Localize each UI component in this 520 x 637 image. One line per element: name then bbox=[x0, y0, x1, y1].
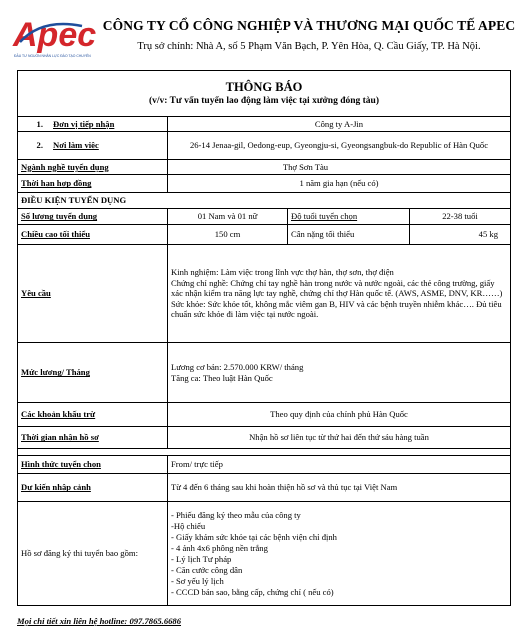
document-item: -Hộ chiếu bbox=[171, 520, 206, 531]
method-label: Hình thức tuyển chọn bbox=[18, 456, 168, 474]
row-quantity bbox=[18, 209, 511, 225]
receiver-num: 1. bbox=[36, 118, 43, 129]
requirement-health: Sức khỏe: Sức khỏe tốt, không mắc viêm gan B, HIV và các bệnh truyền nhiễm khác…. Đủ tiêu chuẩn sức khỏe đi làm việc tại nước ngoài. bbox=[171, 298, 502, 320]
title-cell bbox=[18, 71, 511, 117]
row-deadline bbox=[18, 427, 511, 449]
job-label: Ngành nghề tuyển dụng bbox=[18, 160, 168, 175]
letterhead bbox=[6, 4, 516, 66]
deadline-label: Thời gian nhận hồ sơ bbox=[18, 427, 168, 449]
location-label-cell bbox=[18, 132, 168, 160]
departure-value: Từ 4 đến 6 tháng sau khi hoàn thiện hồ sơ và thủ tục tại Việt Nam bbox=[168, 474, 511, 502]
row-conditions-header bbox=[18, 193, 511, 209]
apec-logo bbox=[12, 12, 98, 60]
spacer-cell bbox=[18, 449, 511, 456]
requirement-certificate: Chứng chỉ nghề: Chứng chỉ tay nghề hàn trong nước và nước ngoài, các thẻ công trường, giấy xác nhận kiểm tra năng lực tay nghề, chứng chỉ thợ Hàn quốc tế. (AWS, ASME, DNV, KR……) bbox=[171, 277, 503, 299]
row-receiver bbox=[18, 117, 511, 132]
notice-title: THÔNG BÁO bbox=[225, 79, 303, 94]
deadline-value: Nhận hồ sơ liên tục từ thứ hai đến thứ sáu hàng tuần bbox=[168, 427, 511, 449]
recruitment-table bbox=[17, 70, 511, 606]
deductions-value: Theo quy định của chính phủ Hàn Quốc bbox=[168, 403, 511, 427]
salary-base: Lương cơ bản: 2.570.000 KRW/ tháng bbox=[171, 362, 304, 373]
document-item: - Giấy khám sức khỏe tại các bệnh viện chỉ định bbox=[171, 531, 337, 542]
weight-value: 45 kg bbox=[410, 225, 511, 245]
row-departure bbox=[18, 474, 511, 502]
notice-subtitle: (v/v: Tư vấn tuyển lao động làm việc tại xưởng đóng tàu) bbox=[149, 96, 379, 107]
location-num: 2. bbox=[36, 140, 43, 151]
job-value: Thợ Sơn Tàu bbox=[168, 160, 511, 175]
location-value: 26-14 Jenaa-gil, Oedong-eup, Gyeongju-si, Gyeongsangbuk-do Republic of Hàn Quốc bbox=[168, 132, 511, 160]
document-item: - Lý lịch Tư pháp bbox=[171, 553, 232, 564]
documents-list bbox=[168, 502, 511, 606]
row-requirements bbox=[18, 245, 511, 343]
receiver-label-cell bbox=[18, 117, 168, 132]
salary-value bbox=[168, 343, 511, 403]
row-spacer bbox=[18, 449, 511, 456]
method-value: From/ trực tiếp bbox=[168, 456, 511, 474]
requirement-experience: Kinh nghiệm: Làm việc trong lĩnh vực thợ hàn, thợ sơn, thợ điện bbox=[171, 267, 394, 278]
documents-label: Hồ sơ đăng ký thi tuyển bao gồm: bbox=[18, 502, 168, 606]
document-item: - 4 ảnh 4x6 phông nền trắng bbox=[171, 542, 268, 553]
receiver-value: Công ty A-Jin bbox=[168, 117, 511, 132]
receiver-label: Đơn vị tiếp nhận bbox=[53, 118, 115, 129]
contract-label: Thời hạn hợp đồng bbox=[18, 175, 168, 193]
title-row bbox=[18, 71, 511, 117]
row-job bbox=[18, 160, 511, 175]
row-salary bbox=[18, 343, 511, 403]
document-item: - Sơ yếu lý lịch bbox=[171, 575, 224, 586]
height-value: 150 cm bbox=[168, 225, 288, 245]
row-height bbox=[18, 225, 511, 245]
company-name: CÔNG TY CỔ CÔNG NGHIỆP VÀ THƯƠNG MẠI QUỐC TẾ APEC bbox=[102, 18, 516, 33]
row-location bbox=[18, 132, 511, 160]
apec-logo-tagline: ĐẦU TƯ NGUỒN NHÂN LỰC ĐÀO TẠO CHUYÊN bbox=[14, 54, 91, 58]
row-contract bbox=[18, 175, 511, 193]
contract-value: 1 năm gia hạn (nếu có) bbox=[168, 175, 511, 193]
deductions-label: Các khoản khấu trừ bbox=[18, 403, 168, 427]
apec-logo-text: Apec bbox=[13, 16, 97, 54]
departure-label: Dự kiến nhập cảnh bbox=[18, 474, 168, 502]
hotline-footer: Mọi chi tiết xin liên hệ hotline: 097.7865.6686 bbox=[17, 616, 182, 626]
apec-logo-graphic bbox=[12, 12, 98, 60]
salary-label: Mức lương/ Tháng bbox=[18, 343, 168, 403]
row-method bbox=[18, 456, 511, 474]
company-address: Trụ sở chính: Nhà A, số 5 Phạm Văn Bạch, P. Yên Hòa, Q. Cầu Giấy, TP. Hà Nội. bbox=[137, 41, 481, 52]
quantity-value: 01 Nam và 01 nữ bbox=[168, 209, 288, 225]
requirements-value bbox=[168, 245, 511, 343]
row-deductions bbox=[18, 403, 511, 427]
document-item: - Căn cước công dân bbox=[171, 564, 243, 575]
conditions-header: ĐIỀU KIỆN TUYỂN DỤNG bbox=[18, 193, 511, 209]
age-value: 22-38 tuổi bbox=[410, 209, 511, 225]
document-item: - Phiếu đăng ký theo mẫu của công ty bbox=[171, 509, 301, 520]
document-item: - CCCD bản sao, bằng cấp, chứng chỉ ( nếu có) bbox=[171, 586, 334, 597]
weight-label: Cân nặng tối thiểu bbox=[288, 225, 410, 245]
quantity-label: Số lượng tuyển dụng bbox=[18, 209, 168, 225]
location-label: Nơi làm việc bbox=[53, 140, 99, 151]
row-documents bbox=[18, 502, 511, 606]
age-label: Độ tuổi tuyển chọn bbox=[288, 209, 410, 225]
height-label: Chiều cao tối thiểu bbox=[18, 225, 168, 245]
salary-overtime: Tăng ca: Theo luật Hàn Quốc bbox=[171, 372, 273, 383]
requirements-label: Yêu cầu bbox=[18, 245, 168, 343]
